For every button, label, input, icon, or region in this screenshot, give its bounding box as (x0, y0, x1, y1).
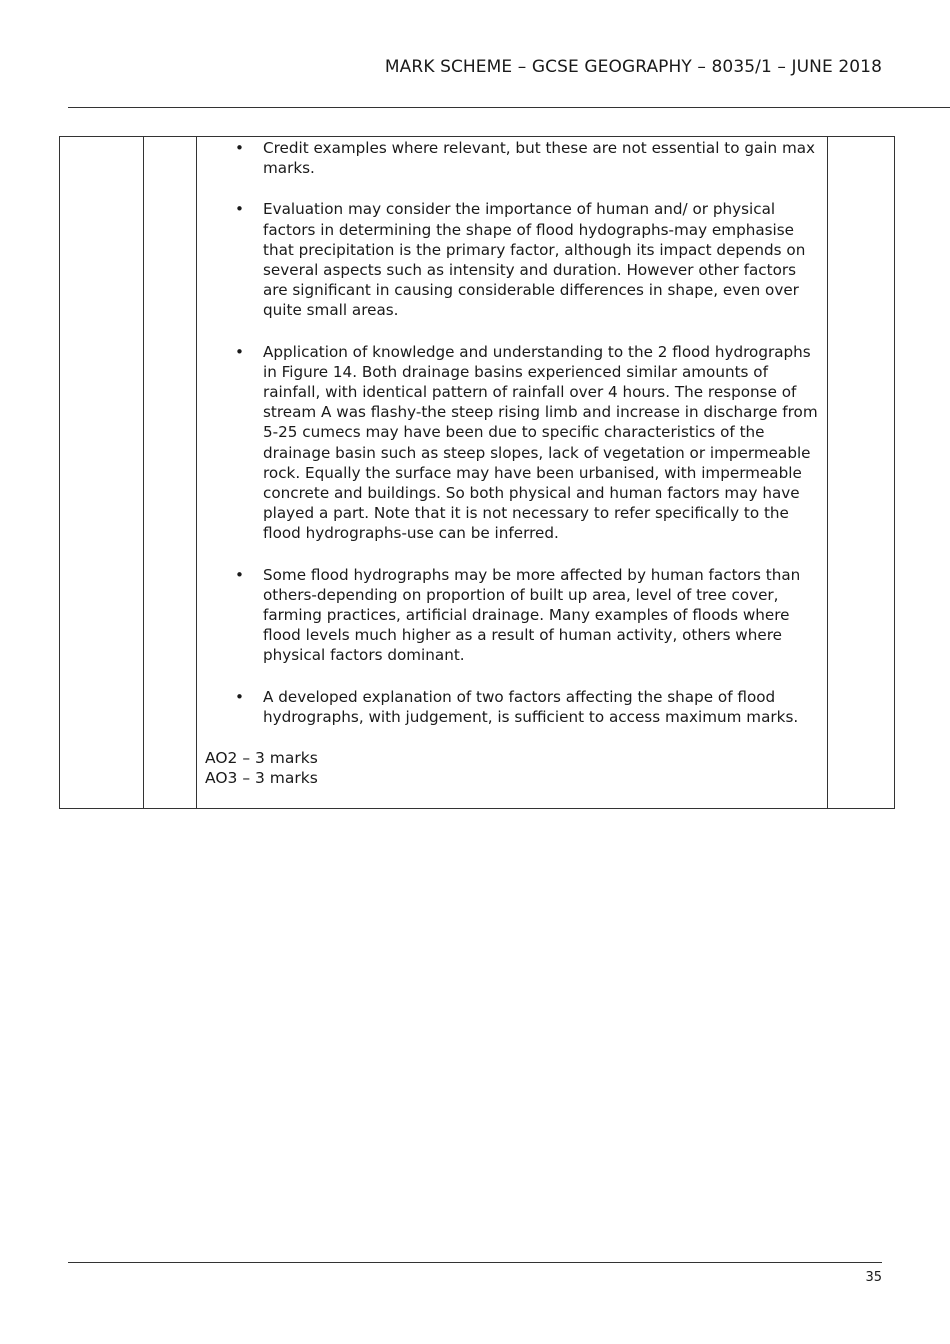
bullet-text: Application of knowledge and understanding to the 2 flood hydrographs in Figure 14. Both drainage basins experienced similar amounts of rainfall, with identical pattern of rainfall over 4 hours. The response of stream A was flashy-the steep rising limb and increase in discharge from 5-25 cumecs may have been due to specific characteristics of the drainage basin such as steep slopes, lack of vegetation or impermeable rock. Equally the surface may have been urbanised, with impermeable concrete and buildings. So both physical and human factors may have played a part. Note that it is not necessary to refer specifically to the flood hydrographs-use can be inferred. (263, 342, 818, 543)
bullet-icon: • (235, 687, 244, 706)
footer-divider (68, 1262, 882, 1263)
question-cell (60, 137, 144, 809)
marks-cell (828, 137, 895, 809)
page-header-title: MARK SCHEME – GCSE GEOGRAPHY – 8035/1 – JUNE 2018 (384, 57, 882, 77)
list-item (205, 138, 819, 178)
bullet-text: Credit examples where relevant, but these are not essential to gain max marks. (263, 139, 816, 178)
mark-scheme-table (59, 136, 895, 809)
list-item (205, 342, 819, 544)
page-number: 35 (865, 1270, 882, 1285)
bullet-text: Evaluation may consider the importance of human and/ or physical factors in determining the shape of flood hydographs-may emphasise that precipitation is the primary factor, although its impact depends on several aspects such as intensity and duration. However other factors are significant in causing considerable differences in shape, even over quite small areas. (263, 200, 806, 320)
list-item (205, 687, 819, 727)
guidance-bullet-list (205, 138, 819, 727)
table-row (60, 137, 895, 809)
ao3-marks: AO3 – 3 marks (205, 769, 318, 788)
part-cell (144, 137, 197, 809)
guidance-content (197, 137, 827, 789)
ao2-marks: AO2 – 3 marks (205, 749, 318, 768)
bullet-icon: • (235, 342, 244, 361)
list-item (205, 199, 819, 320)
bullet-text: A developed explanation of two factors affecting the shape of flood hydrographs, with judgement, is sufficient to access maximum marks. (263, 687, 799, 726)
bullet-text: Some flood hydrographs may be more affected by human factors than others-depending on proportion of built up area, level of tree cover, farming practices, artificial drainage. Many examples of floods where flood levels much higher as a result of human activity, others where physical factors dominant. (263, 565, 801, 665)
list-item (205, 565, 819, 666)
bullet-icon: • (235, 200, 244, 219)
header-divider (68, 107, 950, 108)
bullet-icon: • (235, 139, 244, 157)
bullet-icon: • (235, 565, 244, 584)
guidance-cell (197, 137, 828, 809)
